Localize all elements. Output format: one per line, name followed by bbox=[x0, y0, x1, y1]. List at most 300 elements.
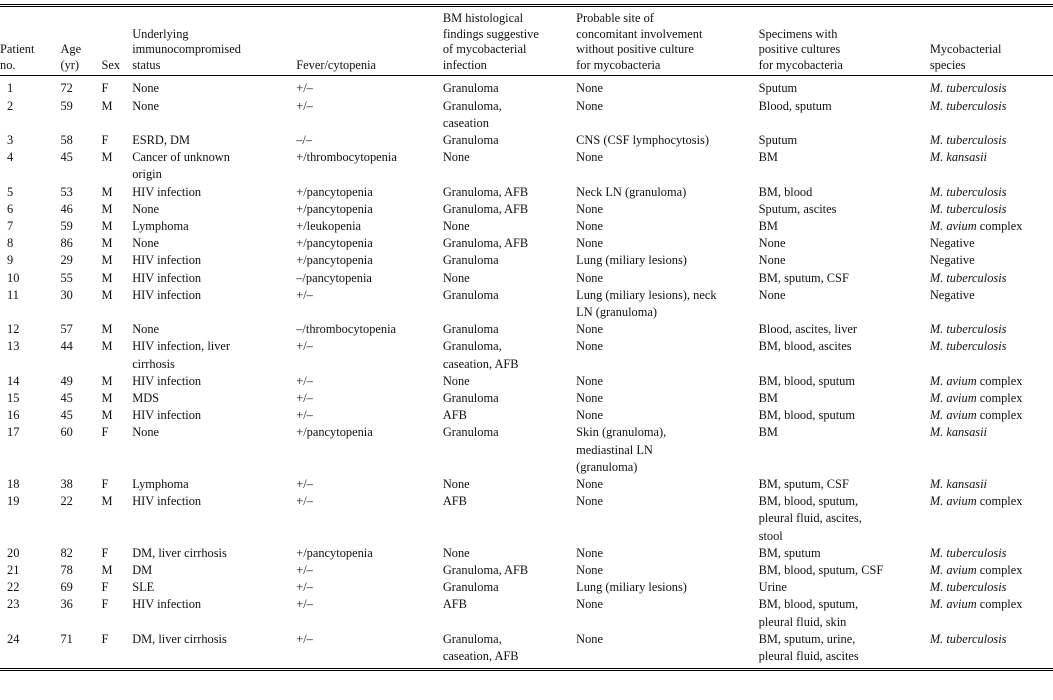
species-name: M. tuberculosis bbox=[929, 545, 1007, 560]
header-line: Age bbox=[60, 42, 82, 57]
cell-text: +/– bbox=[296, 494, 313, 509]
cell-status bbox=[130, 579, 294, 596]
cell-text: M bbox=[101, 201, 113, 216]
cell-text: F bbox=[101, 631, 109, 646]
cell-site bbox=[574, 98, 757, 132]
header-line: Underlying bbox=[132, 26, 189, 41]
cell-age bbox=[58, 631, 99, 666]
table-row bbox=[0, 287, 1053, 321]
header-bm-findings bbox=[441, 6, 574, 76]
cell-text: +/– bbox=[296, 597, 313, 612]
cell-text: +/– bbox=[296, 631, 313, 646]
cell-specimens bbox=[757, 407, 928, 424]
table-row bbox=[0, 424, 1053, 476]
cell-species bbox=[928, 545, 1053, 562]
table-row bbox=[0, 338, 1053, 372]
cell-text: +/– bbox=[296, 98, 313, 113]
header-line: BM histological bbox=[442, 11, 524, 25]
cell-line: BM bbox=[758, 391, 778, 406]
cell-line: None bbox=[442, 477, 470, 492]
cell-line: caseation, AFB bbox=[442, 356, 519, 371]
cell-text: M. avium complex bbox=[929, 391, 1023, 406]
cell-line: None bbox=[576, 270, 603, 285]
cell-status bbox=[130, 390, 294, 407]
cell-patient-no bbox=[0, 390, 58, 407]
cell-text: 45 bbox=[60, 150, 73, 165]
cell-text: Negative bbox=[929, 287, 975, 302]
cell-age bbox=[58, 476, 99, 493]
cell-line: AFB bbox=[442, 597, 467, 612]
cell-species bbox=[928, 132, 1053, 149]
table-row bbox=[0, 631, 1053, 666]
cell-text: 36 bbox=[60, 597, 73, 612]
cell-patient-no bbox=[0, 76, 58, 98]
cell-site bbox=[574, 218, 757, 235]
table-footer-rule bbox=[0, 666, 1053, 670]
cell-line: pleural fluid, skin bbox=[758, 614, 847, 629]
cell-line: Granuloma bbox=[442, 391, 499, 406]
header-line: Patient bbox=[0, 42, 35, 57]
cell-line: Granuloma, AFB bbox=[442, 563, 529, 578]
cell-species bbox=[928, 270, 1053, 287]
cell-sex bbox=[99, 545, 130, 562]
cell-age bbox=[58, 562, 99, 579]
cell-status bbox=[130, 562, 294, 579]
cell-status bbox=[130, 184, 294, 201]
cell-fever bbox=[294, 76, 441, 98]
cell-line: Lung (miliary lesions) bbox=[576, 580, 687, 595]
cell-text: M bbox=[101, 408, 113, 423]
cell-fever bbox=[294, 184, 441, 201]
cell-text: 7 bbox=[7, 219, 14, 233]
cell-line: None bbox=[576, 494, 603, 509]
header-fever-cytopenia bbox=[294, 6, 441, 76]
cell-line: caseation bbox=[442, 115, 489, 130]
cell-line: BM, blood, sputum, bbox=[758, 597, 859, 612]
cell-line: HIV infection bbox=[132, 287, 202, 302]
cell-text: 9 bbox=[7, 253, 14, 268]
cell-patient-no bbox=[0, 252, 58, 269]
table-row bbox=[0, 270, 1053, 287]
cell-sex bbox=[99, 76, 130, 98]
header-sex bbox=[99, 6, 130, 76]
cell-fever bbox=[294, 596, 441, 630]
cell-site bbox=[574, 338, 757, 372]
cell-age bbox=[58, 184, 99, 201]
table-row bbox=[0, 218, 1053, 235]
cell-line: LN (granuloma) bbox=[576, 305, 657, 320]
cell-text: 38 bbox=[60, 477, 73, 492]
cell-fever bbox=[294, 270, 441, 287]
cell-text: 55 bbox=[60, 270, 73, 285]
cell-sex bbox=[99, 493, 130, 545]
cell-status bbox=[130, 631, 294, 666]
cell-status bbox=[130, 596, 294, 630]
cell-text: 82 bbox=[60, 545, 73, 560]
cell-line: None bbox=[576, 597, 603, 612]
cell-patient-no bbox=[0, 132, 58, 149]
cell-line: None bbox=[576, 236, 603, 251]
cell-text: 16 bbox=[7, 408, 20, 423]
cell-line: None bbox=[132, 236, 160, 251]
cell-line: Granuloma bbox=[442, 81, 499, 96]
cell-fever bbox=[294, 149, 441, 183]
cell-text bbox=[930, 580, 1007, 594]
cell-fever bbox=[294, 252, 441, 269]
cell-bm-findings bbox=[441, 321, 574, 338]
header-line: findings suggestive bbox=[442, 26, 539, 41]
cell-line: None bbox=[442, 219, 470, 233]
cell-species bbox=[928, 424, 1053, 476]
cell-fever bbox=[294, 407, 441, 424]
cell-line: Lymphoma bbox=[132, 477, 189, 492]
cell-text: 46 bbox=[60, 201, 73, 216]
cell-patient-no bbox=[0, 149, 58, 183]
cell-text: 45 bbox=[60, 408, 73, 423]
cell-text: M bbox=[101, 322, 113, 337]
cell-text: 60 bbox=[60, 425, 73, 440]
cell-specimens bbox=[757, 98, 928, 132]
cell-bm-findings bbox=[441, 149, 574, 183]
cell-text bbox=[930, 81, 1007, 95]
cell-text: 2 bbox=[7, 98, 14, 113]
cell-text bbox=[930, 339, 1007, 353]
cell-line: BM, blood, sputum, bbox=[758, 494, 859, 509]
cell-text: Negative bbox=[929, 253, 975, 268]
cell-text: 58 bbox=[60, 132, 73, 147]
cell-sex bbox=[99, 201, 130, 218]
cell-status bbox=[130, 235, 294, 252]
cell-line: None bbox=[576, 81, 603, 96]
cell-text: M bbox=[101, 184, 113, 199]
cell-line: cirrhosis bbox=[132, 356, 175, 371]
cell-status bbox=[130, 252, 294, 269]
cell-species bbox=[928, 287, 1053, 321]
cell-text: M. avium complex bbox=[929, 408, 1023, 423]
cell-text: M. avium complex bbox=[929, 563, 1023, 578]
cell-site bbox=[574, 424, 757, 476]
cell-bm-findings bbox=[441, 98, 574, 132]
cell-text: 72 bbox=[60, 81, 73, 96]
cell-age bbox=[58, 201, 99, 218]
cell-specimens bbox=[757, 545, 928, 562]
cell-line: Sputum bbox=[758, 81, 798, 96]
cell-sex bbox=[99, 373, 130, 390]
cell-age bbox=[58, 98, 99, 132]
cell-species bbox=[928, 98, 1053, 132]
cell-text: 4 bbox=[7, 150, 14, 165]
cell-sex bbox=[99, 270, 130, 287]
cell-age bbox=[58, 424, 99, 476]
cell-text: M bbox=[101, 98, 113, 113]
cell-site bbox=[574, 321, 757, 338]
cell-text bbox=[930, 150, 987, 164]
cell-text: +/pancytopenia bbox=[296, 545, 373, 560]
cell-bm-findings bbox=[441, 252, 574, 269]
cell-fever bbox=[294, 390, 441, 407]
table-body bbox=[0, 76, 1053, 666]
cell-text bbox=[930, 185, 1007, 199]
header-line: Specimens with bbox=[758, 26, 838, 41]
header-line: species bbox=[929, 57, 966, 72]
cell-line: BM bbox=[758, 219, 778, 233]
header-line: for mycobacteria bbox=[576, 57, 661, 72]
cell-specimens bbox=[757, 149, 928, 183]
header-positive-specimens bbox=[757, 6, 928, 76]
cell-line: HIV infection, liver bbox=[132, 339, 231, 354]
cell-patient-no bbox=[0, 407, 58, 424]
cell-site bbox=[574, 476, 757, 493]
cell-site bbox=[574, 149, 757, 183]
cell-sex bbox=[99, 562, 130, 579]
cell-line: SLE bbox=[132, 580, 155, 595]
cell-text: –/– bbox=[296, 132, 313, 147]
cell-sex bbox=[99, 218, 130, 235]
table-row bbox=[0, 407, 1053, 424]
cell-text: +/– bbox=[296, 373, 313, 388]
cell-line: DM bbox=[132, 563, 153, 578]
cell-text: M bbox=[101, 253, 113, 268]
cell-status bbox=[130, 270, 294, 287]
cell-text bbox=[930, 425, 987, 439]
cell-specimens bbox=[757, 184, 928, 201]
cell-site bbox=[574, 201, 757, 218]
cell-text: +/pancytopenia bbox=[296, 425, 373, 440]
cell-text: M. avium complex bbox=[929, 373, 1023, 388]
cell-line: None bbox=[576, 201, 603, 216]
cell-line: BM, blood bbox=[758, 184, 813, 199]
cell-fever bbox=[294, 218, 441, 235]
cell-line: HIV infection bbox=[132, 597, 202, 612]
cell-line: MDS bbox=[132, 391, 160, 406]
cell-bm-findings bbox=[441, 76, 574, 98]
cell-line: Skin (granuloma), bbox=[576, 425, 667, 440]
table-row bbox=[0, 390, 1053, 407]
cell-line: None bbox=[132, 81, 160, 96]
cell-line: Lymphoma bbox=[132, 219, 189, 233]
cell-bm-findings bbox=[441, 631, 574, 666]
cell-line: BM, sputum bbox=[758, 545, 821, 560]
cell-text: 29 bbox=[60, 253, 73, 268]
data-table-wrapper bbox=[0, 4, 1053, 671]
header-line: positive cultures bbox=[758, 42, 841, 57]
cell-line: Granuloma bbox=[442, 425, 499, 440]
cell-species bbox=[928, 562, 1053, 579]
cell-text: 22 bbox=[60, 494, 73, 509]
cell-specimens bbox=[757, 235, 928, 252]
cell-patient-no bbox=[0, 218, 58, 235]
species-name: M. avium bbox=[929, 391, 977, 406]
mycobacterial-infection-table bbox=[0, 4, 1053, 671]
cell-text: 8 bbox=[7, 236, 14, 251]
cell-patient-no bbox=[0, 235, 58, 252]
cell-specimens bbox=[757, 321, 928, 338]
cell-bm-findings bbox=[441, 287, 574, 321]
cell-specimens bbox=[757, 270, 928, 287]
species-name: M. tuberculosis bbox=[929, 322, 1007, 337]
cell-line: None bbox=[576, 477, 603, 492]
cell-status bbox=[130, 476, 294, 493]
cell-text: +/thrombocytopenia bbox=[296, 150, 397, 165]
cell-line: None bbox=[576, 373, 603, 388]
header-line: immunocompromised bbox=[132, 42, 241, 57]
cell-line: Granuloma, bbox=[442, 339, 502, 354]
cell-patient-no bbox=[0, 338, 58, 372]
cell-line: BM, blood, sputum, CSF bbox=[758, 563, 884, 578]
cell-age bbox=[58, 579, 99, 596]
cell-bm-findings bbox=[441, 235, 574, 252]
cell-fever bbox=[294, 373, 441, 390]
cell-status bbox=[130, 201, 294, 218]
header-mycobacterial-species bbox=[928, 6, 1053, 76]
cell-sex bbox=[99, 476, 130, 493]
cell-text bbox=[930, 202, 1007, 216]
cell-age bbox=[58, 270, 99, 287]
cell-text: 45 bbox=[60, 391, 73, 406]
table-row bbox=[0, 562, 1053, 579]
cell-line: AFB bbox=[442, 408, 467, 423]
cell-text: F bbox=[101, 425, 109, 440]
cell-patient-no bbox=[0, 562, 58, 579]
header-line: of mycobacterial bbox=[442, 42, 527, 57]
cell-status bbox=[130, 218, 294, 235]
cell-age bbox=[58, 321, 99, 338]
cell-site bbox=[574, 545, 757, 562]
cell-line: None bbox=[758, 253, 786, 268]
cell-line: Granuloma, AFB bbox=[442, 236, 529, 251]
cell-species bbox=[928, 596, 1053, 630]
cell-sex bbox=[99, 596, 130, 630]
cell-text: +/leukopenia bbox=[296, 219, 362, 233]
cell-line: None bbox=[442, 545, 470, 560]
cell-sex bbox=[99, 149, 130, 183]
cell-site bbox=[574, 373, 757, 390]
cell-sex bbox=[99, 132, 130, 149]
cell-age bbox=[58, 76, 99, 98]
cell-line: BM bbox=[758, 150, 778, 165]
cell-species bbox=[928, 631, 1053, 666]
cell-line: BM, blood, ascites bbox=[758, 339, 852, 354]
cell-patient-no bbox=[0, 270, 58, 287]
cell-site bbox=[574, 76, 757, 98]
cell-line: HIV infection bbox=[132, 253, 202, 268]
cell-line: Granuloma bbox=[442, 287, 499, 302]
cell-specimens bbox=[757, 579, 928, 596]
cell-site bbox=[574, 390, 757, 407]
cell-fever bbox=[294, 287, 441, 321]
species-name: M. avium bbox=[929, 373, 977, 388]
cell-patient-no bbox=[0, 545, 58, 562]
species-name: M. tuberculosis bbox=[929, 631, 1007, 646]
header-line: Sex bbox=[101, 57, 121, 72]
cell-species bbox=[928, 476, 1053, 493]
cell-status bbox=[130, 545, 294, 562]
header-line: without positive culture bbox=[576, 42, 694, 57]
species-name: M. avium bbox=[929, 563, 977, 578]
cell-line: None bbox=[576, 391, 603, 406]
cell-text: M. avium complex bbox=[929, 219, 1023, 233]
cell-text bbox=[930, 271, 1007, 285]
header-line: status bbox=[132, 57, 161, 72]
cell-line: None bbox=[576, 545, 603, 560]
table-row bbox=[0, 76, 1053, 98]
cell-text: 10 bbox=[7, 270, 20, 285]
cell-patient-no bbox=[0, 201, 58, 218]
cell-specimens bbox=[757, 373, 928, 390]
cell-line: DM, liver cirrhosis bbox=[132, 545, 227, 560]
cell-text: +/– bbox=[296, 477, 313, 492]
table-row bbox=[0, 579, 1053, 596]
cell-text: M bbox=[101, 339, 113, 354]
cell-fever bbox=[294, 201, 441, 218]
cell-text: +/pancytopenia bbox=[296, 253, 373, 268]
cell-line: None bbox=[758, 287, 786, 302]
cell-text: +/– bbox=[296, 563, 313, 578]
species-name: M. avium bbox=[929, 408, 977, 423]
cell-patient-no bbox=[0, 373, 58, 390]
cell-age bbox=[58, 545, 99, 562]
cell-species bbox=[928, 321, 1053, 338]
cell-site bbox=[574, 579, 757, 596]
cell-bm-findings bbox=[441, 596, 574, 630]
cell-specimens bbox=[757, 476, 928, 493]
cell-age bbox=[58, 149, 99, 183]
cell-line: None bbox=[442, 373, 470, 388]
species-name: M. tuberculosis bbox=[929, 201, 1007, 216]
cell-age bbox=[58, 407, 99, 424]
cell-line: caseation, AFB bbox=[442, 649, 519, 664]
cell-patient-no bbox=[0, 631, 58, 666]
cell-patient-no bbox=[0, 321, 58, 338]
cell-site bbox=[574, 287, 757, 321]
cell-site bbox=[574, 407, 757, 424]
cell-text: 30 bbox=[60, 287, 73, 302]
cell-species bbox=[928, 149, 1053, 183]
cell-age bbox=[58, 373, 99, 390]
cell-line: HIV infection bbox=[132, 373, 202, 388]
header-row bbox=[0, 6, 1053, 76]
cell-line: pleural fluid, ascites bbox=[758, 649, 859, 664]
cell-line: origin bbox=[132, 167, 162, 182]
cell-specimens bbox=[757, 390, 928, 407]
header-age bbox=[58, 6, 99, 76]
cell-line: Granuloma bbox=[442, 253, 499, 268]
cell-text: 57 bbox=[60, 322, 73, 337]
header-line: Probable site of bbox=[576, 11, 654, 25]
cell-bm-findings bbox=[441, 270, 574, 287]
cell-status bbox=[130, 149, 294, 183]
header-line: infection bbox=[442, 57, 487, 72]
cell-sex bbox=[99, 424, 130, 476]
cell-line: None bbox=[576, 219, 603, 233]
cell-text bbox=[930, 99, 1007, 113]
cell-bm-findings bbox=[441, 424, 574, 476]
species-name: M. tuberculosis bbox=[929, 184, 1007, 199]
cell-sex bbox=[99, 390, 130, 407]
cell-species bbox=[928, 579, 1053, 596]
cell-line: None bbox=[576, 339, 603, 354]
cell-text: F bbox=[101, 477, 109, 492]
table-row bbox=[0, 201, 1053, 218]
cell-fever bbox=[294, 321, 441, 338]
header-line: Mycobacterial bbox=[929, 42, 1002, 57]
table-row bbox=[0, 596, 1053, 630]
cell-site bbox=[574, 252, 757, 269]
cell-text: M. avium complex bbox=[929, 597, 1023, 612]
cell-species bbox=[928, 218, 1053, 235]
cell-text: 21 bbox=[7, 563, 20, 578]
cell-text: 69 bbox=[60, 580, 73, 595]
